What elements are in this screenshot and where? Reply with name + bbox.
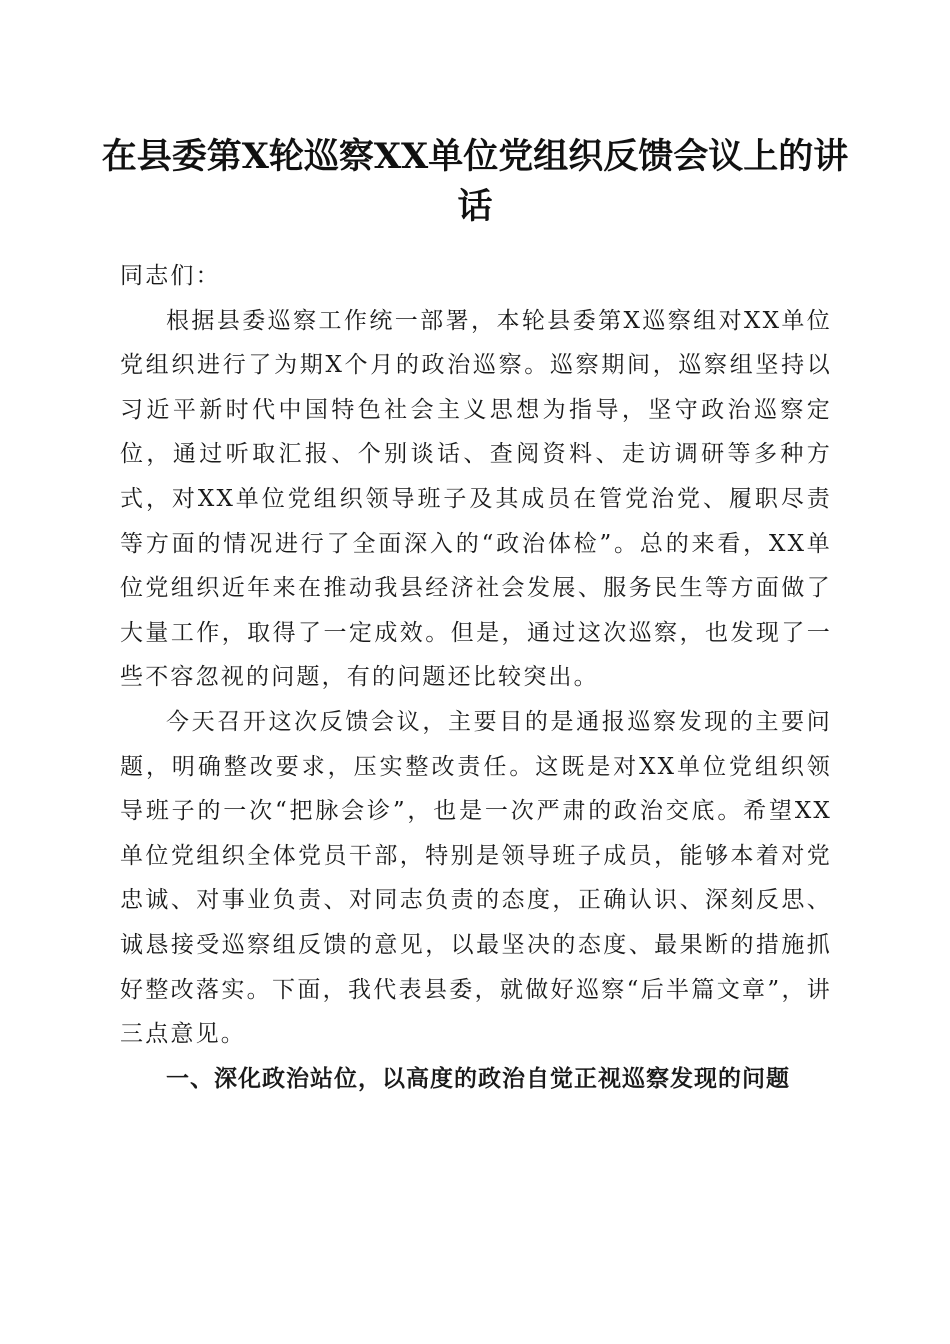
- paragraph-1: 根据县委巡察工作统一部署，本轮县委第X巡察组对XX单位党组织进行了为期X个月的政治巡察。巡察期间，巡察组坚持以习近平新时代中国特色社会主义思想为指导，坚守政治巡察定位，通过听取汇报、个别谈话、查阅资料、走访调研等多种方式，对XX单位党组织领导班子及其成员在管党治党、履职尽责等方面的情况进行了全面深入的“政治体检”。总的来看，XX单位党组织近年来在推动我县经济社会发展、服务民生等方面做了大量工作，取得了一定成效。但是，通过这次巡察，也发现了一些不容忽视的问题，有的问题还比较突出。: [120, 307, 832, 691]
- paragraph-2: 今天召开这次反馈会议，主要目的是通报巡察发现的主要问题，明确整改要求，压实整改责任。这既是对XX单位党组织领导班子的一次“把脉会诊”，也是一次严肃的政治交底。希望XX单位党组织全体党员干部，特别是领导班子成员，能够本着对党忠诚、对事业负责、对同志负责的态度，正确认识、深刻反思、诚恳接受巡察组反馈的意见，以最坚决的态度、最果断的措施抓好整改落实。下面，我代表县委，就做好巡察“后半篇文章”，讲三点意见。: [120, 708, 832, 1048]
- section-heading-1: 一、深化政治站位，以高度的政治自觉正视巡察发现的问题: [166, 1065, 790, 1092]
- document-body: [120, 254, 832, 1101]
- document-title: 在县委第X轮巡察XX单位党组织反馈会议上的讲话: [101, 136, 849, 227]
- salutation: 同志们：: [120, 263, 221, 289]
